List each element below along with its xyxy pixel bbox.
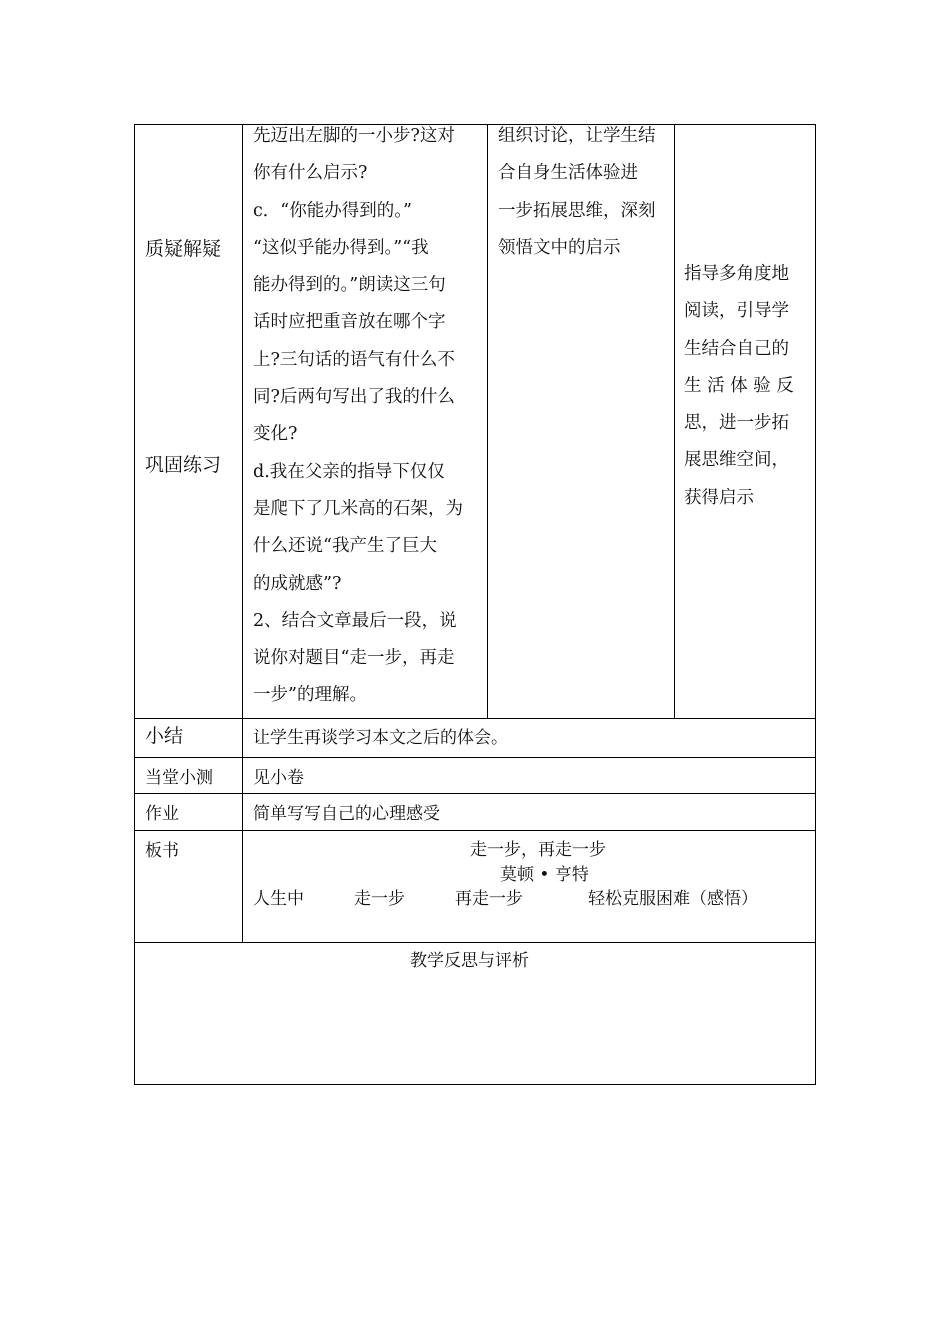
row-divider-reflection — [134, 942, 816, 943]
content-column-divider — [487, 124, 488, 719]
table-border-bottom — [134, 1084, 816, 1085]
board-item-one-step: 走一步 — [354, 889, 405, 909]
row-divider-board — [134, 830, 816, 831]
row-divider-quiz — [134, 757, 816, 758]
design-intent-line: 获得启示 — [684, 487, 754, 508]
teacher-activity-line: 领悟文中的启示 — [498, 237, 621, 258]
row-divider-homework — [134, 793, 816, 794]
summary-content: 让学生再谈学习本文之后的体会。 — [253, 728, 508, 748]
design-intent-line: 生结合自己的 — [684, 338, 789, 359]
content-line: 一步”的理解。 — [253, 685, 367, 706]
design-intent-line: 生 活 体 验 反 — [684, 375, 794, 396]
content-line: 的成就感”? — [253, 573, 342, 594]
content-line: 你有什么启示? — [253, 163, 368, 184]
content-line: 话时应把重音放在哪个字 — [253, 312, 446, 333]
teacher-activity-line: 合自身生活体验进 — [498, 163, 638, 184]
board-item-overcome: 轻松克服困难（感悟） — [588, 889, 758, 909]
content-line: 上?三句话的语气有什么不 — [253, 349, 455, 370]
reflection-title: 教学反思与评析 — [410, 951, 529, 971]
board-title: 走一步，再走一步 — [470, 840, 606, 860]
content-line: 说你对题目“走一步，再走 — [253, 648, 455, 669]
content-line: d.我在父亲的指导下仅仅 — [253, 461, 445, 482]
content-line: 能办得到的。”朗读这三句 — [253, 275, 446, 296]
teacher-column-divider — [674, 124, 675, 719]
quiz-content: 见小卷 — [253, 768, 304, 788]
table-border-left — [134, 124, 135, 1085]
design-intent-line: 思，进一步拓 — [684, 413, 789, 434]
teacher-activity-line: 组织讨论，让学生结 — [498, 126, 656, 146]
label-homework: 作业 — [145, 804, 179, 824]
content-line: 同?后两句写出了我的什么 — [253, 387, 455, 408]
content-line: 什么还说“我产生了巨大 — [253, 536, 437, 557]
board-author: 莫顿 • 亨特 — [500, 865, 589, 885]
label-question-answer: 质疑解疑 — [145, 238, 222, 260]
design-intent-line: 阅读，引导学 — [684, 301, 789, 322]
content-line: 是爬下了几米高的石架，为 — [253, 498, 463, 519]
content-column — [253, 118, 485, 715]
board-item-life: 人生中 — [253, 889, 304, 909]
table-border-right — [815, 124, 816, 1085]
content-line: “这似乎能办得到。”“我 — [253, 237, 429, 258]
design-intent-column — [684, 256, 812, 517]
design-intent-line: 指导多角度地 — [684, 264, 789, 284]
label-blackboard: 板书 — [145, 841, 179, 861]
teacher-activity-line: 一步拓展思维，深刻 — [498, 200, 656, 221]
label-in-class-quiz: 当堂小测 — [145, 768, 213, 788]
label-column-divider — [242, 124, 243, 943]
design-intent-line: 展思维空间， — [684, 450, 789, 471]
content-line: 2、结合文章最后一段，说 — [253, 610, 457, 631]
board-item-another-step: 再走一步 — [455, 889, 523, 909]
row-divider-summary — [134, 718, 816, 719]
content-line: 变化? — [253, 424, 298, 445]
content-line: 先迈出左脚的一小步?这对 — [253, 126, 455, 146]
label-summary: 小结 — [145, 725, 184, 747]
teacher-activity-column — [498, 118, 672, 267]
label-consolidation-practice: 巩固练习 — [145, 454, 222, 476]
content-line: c．“你能办得到的。” — [253, 200, 412, 221]
homework-content: 简单写写自己的心理感受 — [253, 804, 440, 824]
